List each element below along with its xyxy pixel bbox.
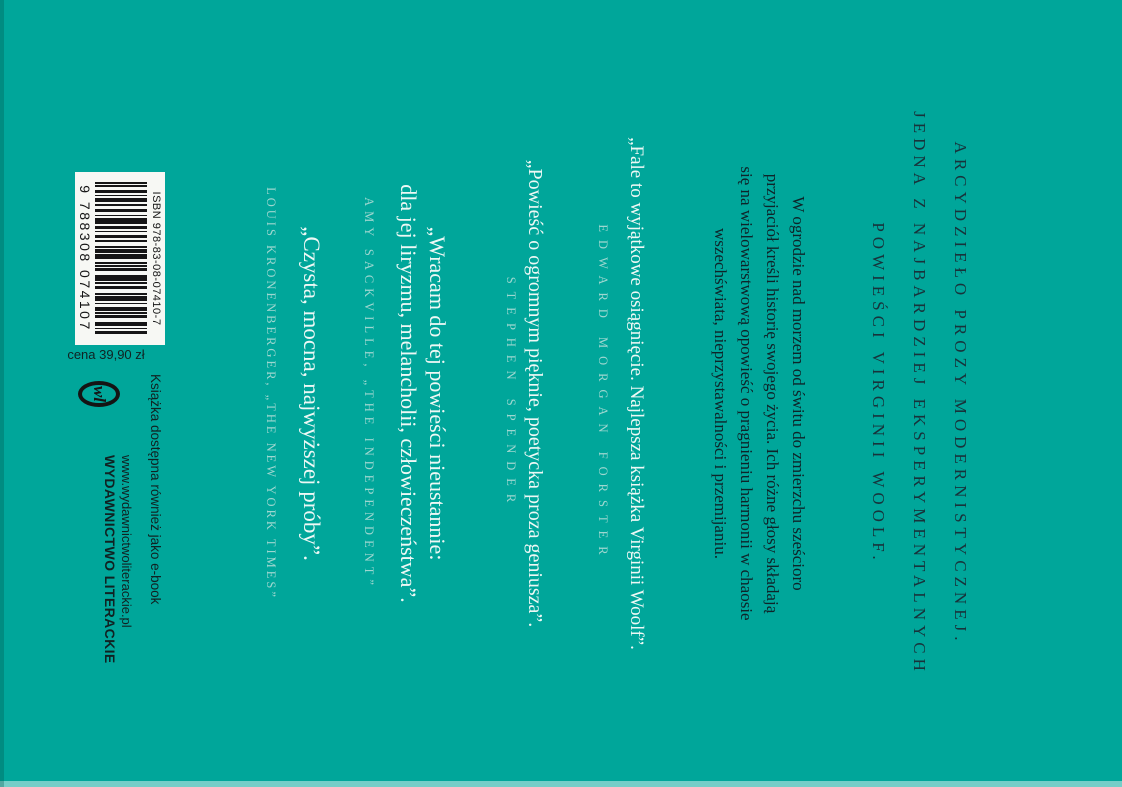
barcode-bar (95, 254, 147, 259)
barcode-bar (95, 296, 147, 301)
publisher-website: www.wydawnictwoliterackie.pl (119, 455, 134, 628)
headline-line: ARCYDZIEŁO PROZY MODERNISTYCZNEJ. (951, 141, 970, 646)
scan-edge-bottom (0, 781, 1122, 787)
barcode-bar (95, 312, 147, 314)
barcode-bar (95, 303, 147, 305)
barcode-bar (95, 215, 147, 217)
cover-description (707, 0, 811, 787)
barcode-bar (95, 265, 147, 267)
barcode-bar (95, 275, 147, 281)
description-line: wszechświata, nieprzystawalności i przemijaniu. (711, 228, 730, 559)
quote-line: „Powieść o ogromnym pięknie, poetycka proza geniusza”. (524, 159, 546, 628)
barcode-bar (95, 209, 147, 212)
barcode-bar (95, 293, 147, 295)
barcode-bar (95, 268, 147, 271)
cover-headline (858, 0, 981, 787)
barcode-bar (95, 185, 147, 187)
review-quote-sackville (394, 0, 452, 787)
publisher-logo-monogram: wl (90, 385, 110, 403)
barcode-bar (95, 286, 147, 289)
barcode-bar (95, 322, 147, 327)
barcode-bar (95, 204, 147, 206)
review-attribution-kronenberger: LOUIS KRONENBERGER, „THE NEW YORK TIMES” (264, 187, 278, 600)
barcode-bar (95, 315, 147, 318)
barcode-bar (95, 246, 147, 248)
isbn-label: ISBN 978-83-08-07410-7 (150, 191, 162, 326)
review-attribution-spender: STEPHEN SPENDER (504, 276, 518, 511)
barcode-bar (95, 226, 147, 229)
quote-line: „Czysta, mocna, najwyższej próby”. (299, 226, 324, 561)
quote-line: „Wracam do tej powieści nieustannie: (425, 226, 450, 561)
barcode-bar (95, 190, 147, 193)
barcode-bar (95, 249, 147, 252)
description-line: się na wielowarstwową opowieść o pragnieniu harmonii w chaosie (737, 166, 756, 621)
ebook-availability-note: Książka dostępna również jako e-book (148, 374, 163, 605)
price-label: cena 39,90 zł (67, 347, 145, 362)
barcode-bar (95, 195, 147, 197)
quote-line: „Fale to wyjątkowe osiągnięcie. Najlepsza książka Virginii Woolf”. (626, 137, 647, 650)
barcode-digits: 9 788308 074107 (77, 185, 93, 332)
barcode-bar (95, 262, 147, 264)
publisher-logo (78, 381, 120, 407)
barcode-bar (95, 218, 147, 224)
quote-line: dla jej liryzmu, melancholii, człowieczeństwa”. (396, 184, 421, 603)
barcode-bar (95, 331, 147, 334)
headline-line: POWIEŚCI VIRGINII WOOLF. (869, 222, 888, 565)
barcode-bar (95, 307, 147, 310)
description-line: W ogrodzie nad morzem od świtu do zmierzchu sześcioro (789, 196, 808, 591)
barcode-bar (95, 198, 147, 203)
review-quote-kronenberger (297, 0, 326, 787)
review-attribution-forster: EDWARD MORGAN FORSTER (596, 224, 610, 563)
scan-edge-left (0, 0, 4, 787)
barcode-bar (95, 328, 147, 330)
publisher-name: WYDAWNICTWO LITERACKIE (102, 455, 118, 664)
headline-line: JEDNA Z NAJBARDZIEJ EKSPERYMENTALNYCH (910, 111, 929, 676)
barcode-bar (95, 182, 147, 184)
barcode-bar (95, 235, 147, 238)
barcode-bars (95, 182, 147, 335)
review-quote-forster (623, 0, 650, 787)
review-attribution-sackville: AMY SACKVILLE, „THE INDEPENDENT” (362, 197, 376, 590)
review-quote-spender (521, 0, 548, 787)
barcode-bar (95, 282, 147, 284)
barcode-bar (95, 240, 147, 242)
description-line: przyjaciół kreśli historię swojego życia. Ich różne głosy składają (763, 173, 782, 614)
barcode-bar (95, 231, 147, 233)
isbn-barcode (75, 172, 165, 345)
